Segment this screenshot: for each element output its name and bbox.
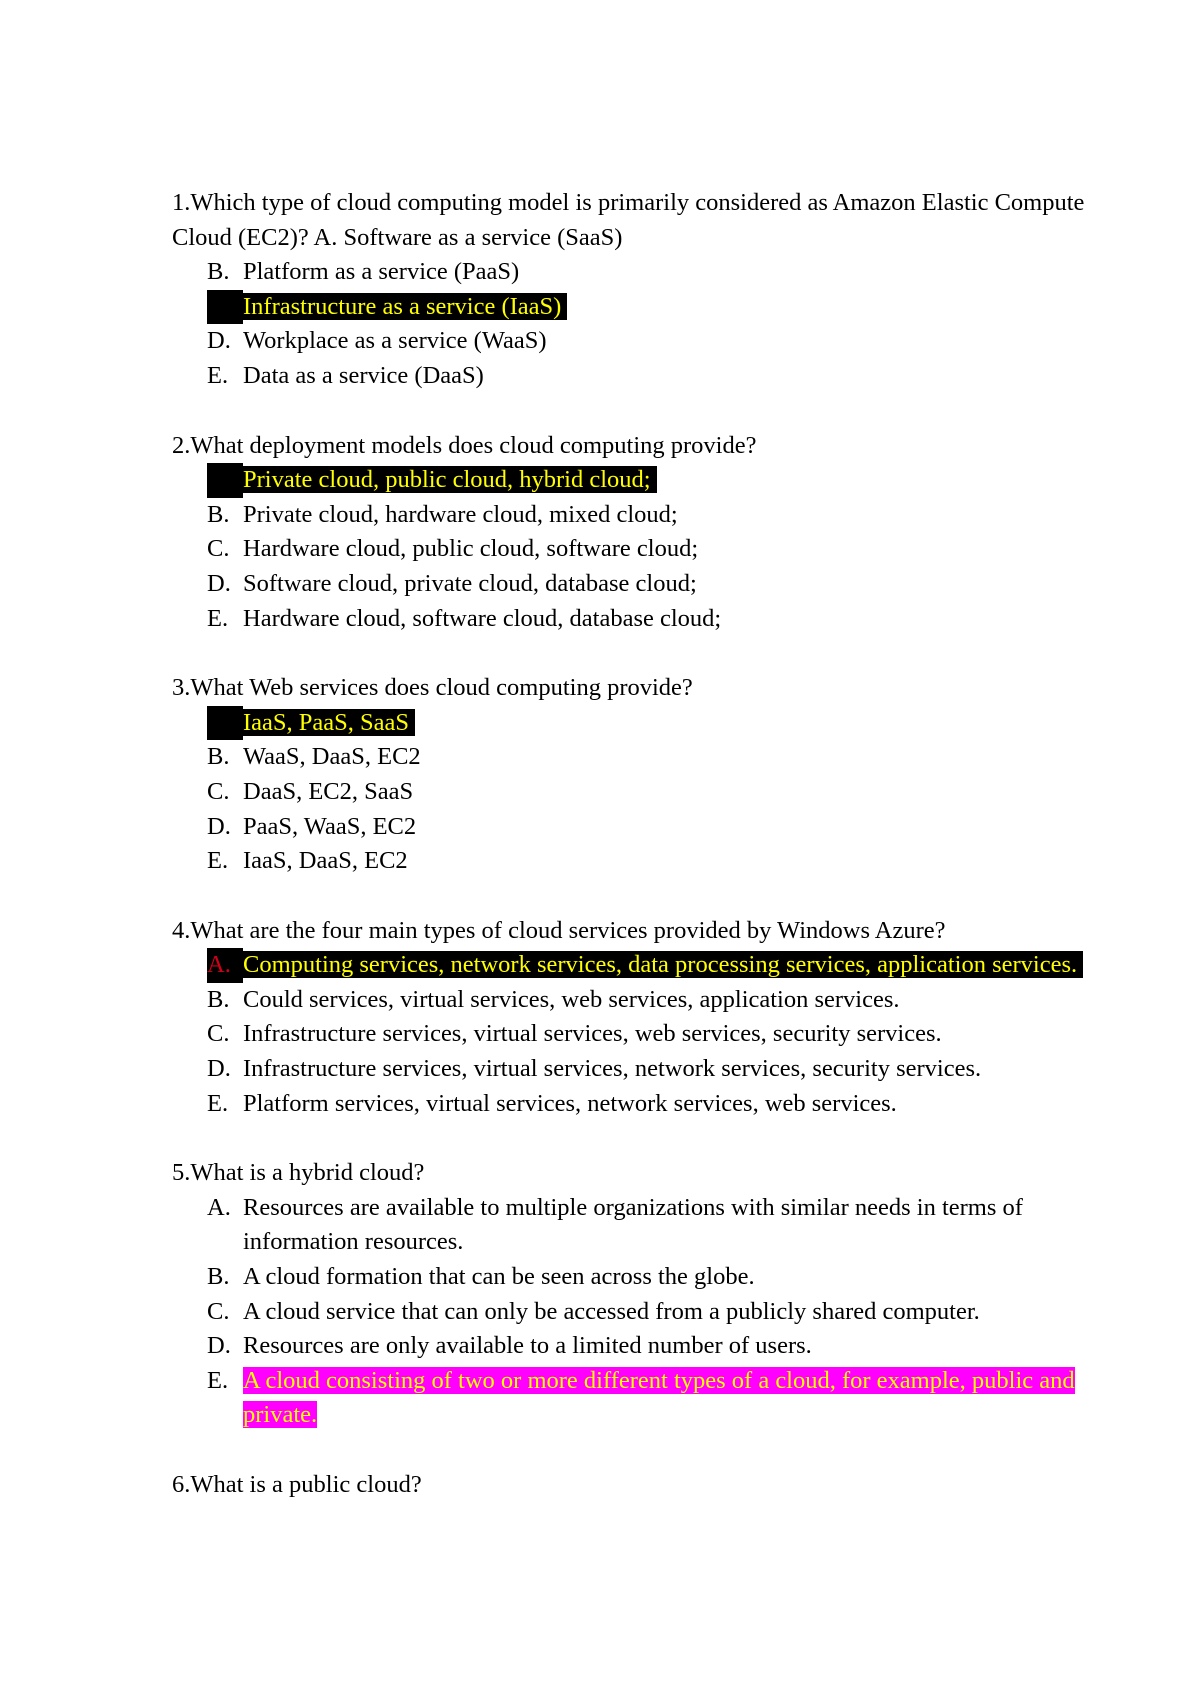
option-a	[172, 1191, 1132, 1260]
option-b	[172, 255, 1132, 290]
question-4	[172, 914, 1132, 1122]
question-stem: 6.What is a public cloud?	[172, 1471, 422, 1498]
question-stem: 1.Which type of cloud computing model is primarily considered as Amazon Elastic Compute Cloud (EC2)? A. Software as a service (SaaS)	[172, 189, 1085, 251]
question-stem: 4.What are the four main types of cloud services provided by Windows Azure?	[172, 916, 946, 944]
option-text: Could services, virtual services, web services, application services.	[243, 985, 900, 1013]
option-e-answer	[172, 1364, 1132, 1433]
option-letter: C.	[207, 777, 230, 805]
option-e	[172, 1087, 1132, 1122]
option-letter: D.	[207, 1055, 231, 1083]
option-letter: E.	[207, 1089, 229, 1117]
option-text: Infrastructure services, virtual services, network services, security services.	[243, 1055, 982, 1083]
option-text: WaaS, DaaS, EC2	[243, 743, 421, 771]
question-stem: 3.What Web services does cloud computing provide?	[172, 674, 693, 702]
question-1	[172, 186, 1132, 394]
question-stem: 5.What is a hybrid cloud?	[172, 1159, 425, 1187]
highlighted-answer: Infrastructure as a service (IaaS)	[243, 293, 567, 320]
option-letter: B.	[207, 1263, 230, 1291]
option-e	[172, 844, 1132, 879]
option-text: PaaS, WaaS, EC2	[243, 812, 417, 840]
option-d	[172, 324, 1132, 359]
quiz-content	[172, 186, 1132, 1538]
option-letter: C.	[207, 1297, 230, 1325]
highlighted-answer: A cloud consisting of two or more different types of a cloud, for example, public and private.	[243, 1366, 1075, 1429]
option-text: IaaS, DaaS, EC2	[243, 847, 408, 875]
option-letter: D.	[207, 812, 231, 840]
option-e	[172, 359, 1132, 394]
option-letter: A.	[207, 948, 243, 983]
option-text: Hardware cloud, software cloud, database cloud;	[243, 604, 722, 632]
option-c-answer	[172, 290, 1132, 325]
option-e	[172, 602, 1132, 637]
option-text: Software cloud, private cloud, database cloud;	[243, 569, 697, 597]
option-letter: D.	[207, 1332, 231, 1360]
option-text: DaaS, EC2, SaaS	[243, 777, 414, 805]
option-d	[172, 567, 1132, 602]
option-letter: C.	[207, 535, 230, 563]
option-letter: B.	[207, 500, 230, 528]
highlighted-answer: Computing services, network services, data processing services, application services.	[243, 951, 1083, 978]
option-text: A cloud service that can only be accessed from a publicly shared computer.	[243, 1297, 980, 1325]
question-stem: 2.What deployment models does cloud computing provide?	[172, 431, 757, 459]
option-text: Hardware cloud, public cloud, software cloud;	[243, 535, 699, 563]
option-a-answer	[172, 948, 1132, 983]
question-5	[172, 1156, 1132, 1433]
option-a-answer	[172, 463, 1132, 498]
option-text: Workplace as a service (WaaS)	[243, 327, 547, 355]
option-b	[172, 498, 1132, 533]
option-c	[172, 1295, 1132, 1330]
option-b	[172, 983, 1132, 1018]
option-text: A cloud formation that can be seen across the globe.	[243, 1263, 755, 1291]
option-d	[172, 1052, 1132, 1087]
option-letter: C.	[207, 1020, 230, 1048]
option-c	[172, 532, 1132, 567]
option-letter: B.	[207, 743, 230, 771]
option-letter: A.	[207, 1193, 231, 1221]
option-letter: E.	[207, 847, 229, 875]
option-letter: C.	[207, 290, 243, 325]
option-letter: E.	[207, 361, 229, 389]
option-letter: D.	[207, 327, 231, 355]
question-3	[172, 671, 1132, 879]
highlighted-answer: IaaS, PaaS, SaaS	[243, 709, 415, 736]
option-text: Resources are only available to a limited number of users.	[243, 1332, 812, 1360]
option-text: Resources are available to multiple organizations with similar needs in terms of information resources.	[243, 1193, 1023, 1256]
option-d	[172, 1329, 1132, 1364]
option-letter: D.	[207, 569, 231, 597]
option-letter: E.	[207, 604, 229, 632]
option-letter: B.	[207, 258, 230, 286]
option-a-answer	[172, 706, 1132, 741]
question-2	[172, 429, 1132, 637]
option-b	[172, 740, 1132, 775]
option-text: Platform as a service (PaaS)	[243, 258, 520, 286]
option-letter: E.	[207, 1366, 229, 1394]
option-letter: A.	[207, 706, 243, 741]
question-6	[172, 1468, 1132, 1503]
option-text: Private cloud, hardware cloud, mixed cloud;	[243, 500, 678, 528]
option-letter: A.	[207, 463, 243, 498]
option-c	[172, 775, 1132, 810]
option-d	[172, 810, 1132, 845]
option-text: Infrastructure services, virtual services, web services, security services.	[243, 1020, 942, 1048]
option-letter: B.	[207, 985, 230, 1013]
option-b	[172, 1260, 1132, 1295]
option-text: Platform services, virtual services, network services, web services.	[243, 1089, 897, 1117]
option-c	[172, 1017, 1132, 1052]
option-text: Data as a service (DaaS)	[243, 361, 484, 389]
highlighted-answer: Private cloud, public cloud, hybrid cloud;	[243, 466, 657, 493]
